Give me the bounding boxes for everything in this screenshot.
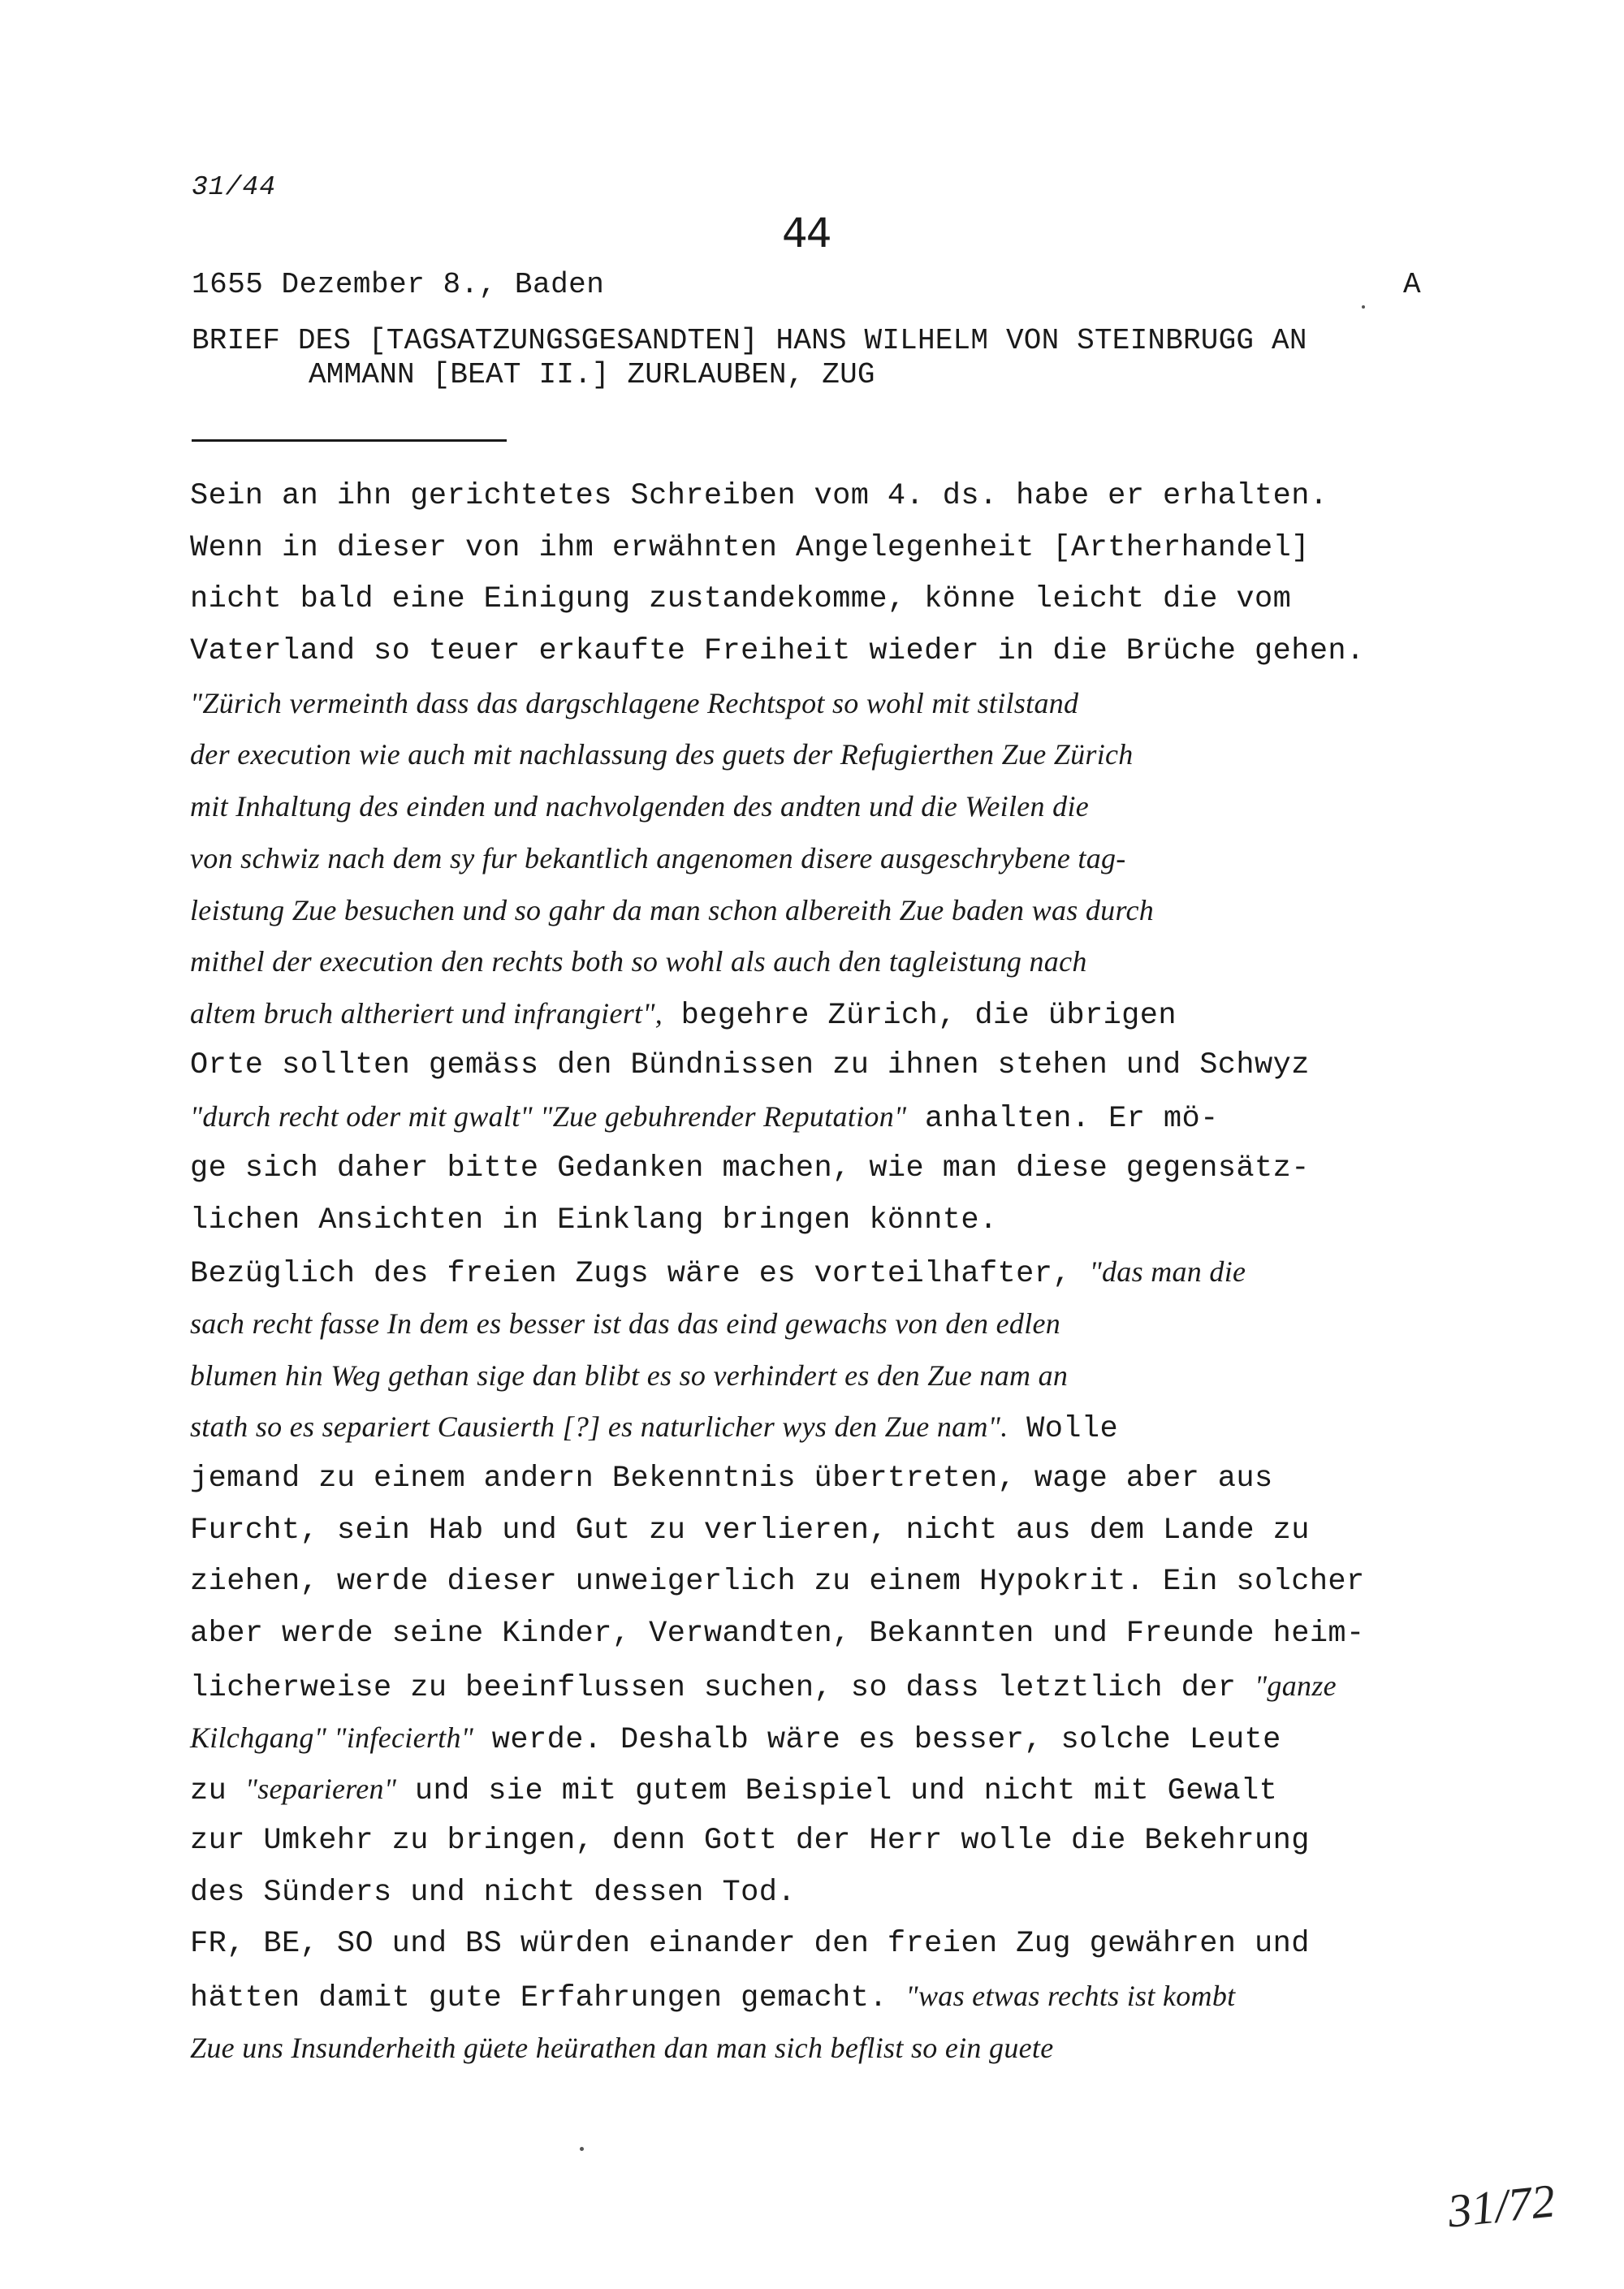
document-number: 44	[782, 209, 831, 257]
body-line	[190, 1868, 1473, 1920]
body-text: des Sünders und nicht dessen Tod.	[190, 1875, 796, 1910]
body-line	[190, 885, 1473, 937]
body-text: hätten damit gute Erfahrungen gemacht.	[190, 1980, 906, 2015]
body-text: und sie mit gutem Beispiel und nicht mit Gewalt	[396, 1774, 1278, 1809]
body-text: zur Umkehr zu bringen, denn Gott der Herr wolle die Bekehrung	[190, 1823, 1310, 1858]
body-line	[190, 1919, 1473, 1971]
body-text: Sein an ihn gerichtetes Schreiben vom 4. ds. habe er erhalten.	[190, 479, 1328, 513]
document-title	[192, 324, 1307, 392]
body-text: Wolle	[1008, 1412, 1119, 1447]
body-text: zu	[190, 1774, 245, 1809]
body-text: licherweise zu beeinflussen suchen, so dass letztlich der	[190, 1670, 1255, 1705]
body-text: nicht bald eine Einigung zustandekomme, könne leicht die vom	[190, 582, 1292, 617]
handwritten-page-mark: 31/72	[1445, 2174, 1558, 2238]
body-line	[190, 1350, 1473, 1402]
body-text: lichen Ansichten in Einklang bringen könnte.	[190, 1203, 998, 1237]
body-line	[190, 833, 1473, 885]
body-text: aber werde seine Kinder, Verwandten, Bekannten und Freunde heim-	[190, 1617, 1365, 1652]
title-line-2: AMMANN [BEAT II.] ZURLAUBEN, ZUG	[309, 358, 875, 391]
body-line	[190, 1505, 1473, 1557]
body-text: Bezüglich des freien Zugs wäre es vorteilhafter,	[190, 1257, 1090, 1292]
body-line	[190, 1143, 1473, 1195]
quoted-source-text: mit Inhaltung des einden und nachvolgenden des andten und die Weilen die	[190, 790, 1090, 823]
archive-reference: 31/44	[192, 172, 277, 202]
quoted-source-text: "ganze	[1255, 1669, 1337, 1702]
quoted-source-text: Kilchgang" "infecierth"	[190, 1721, 474, 1754]
document-type: A	[1403, 268, 1421, 301]
body-line	[190, 936, 1473, 988]
body-text: Orte sollten gemäss den Bündnissen zu ihnen stehen und Schwyz	[190, 1047, 1310, 1082]
body-text: jemand zu einem andern Bekenntnis übertreten, wage aber aus	[190, 1462, 1273, 1496]
body-text: Wenn in dieser von ihm erwähnten Angelegenheit [Artherhandel]	[190, 530, 1310, 565]
quoted-source-text: der execution wie auch mit nachlassung des guets der Refugierthen Zue Zürich	[190, 738, 1134, 771]
body-line	[190, 1661, 1473, 1712]
body-text: werde. Deshalb wäre es besser, solche Leute	[473, 1722, 1281, 1757]
body-line	[190, 471, 1473, 523]
quoted-source-text: "separieren"	[244, 1773, 397, 1806]
scan-speck	[1362, 305, 1365, 309]
body-text: anhalten. Er mö-	[906, 1102, 1219, 1137]
body-text: begehre Zürich, die übrigen	[663, 998, 1177, 1033]
body-line	[190, 1764, 1473, 1816]
body-line	[190, 678, 1473, 730]
body-line	[190, 1195, 1473, 1247]
body-line	[190, 1401, 1473, 1453]
scan-speck	[580, 2147, 584, 2151]
quoted-source-text: sach recht fasse In dem es besser ist das das eind gewachs von den edlen	[190, 1307, 1061, 1340]
body-line	[190, 1712, 1473, 1764]
regest-body	[190, 471, 1473, 2074]
title-divider	[192, 439, 507, 442]
body-line	[190, 574, 1473, 626]
body-text: Furcht, sein Hab und Gut zu verlieren, nicht aus dem Lande zu	[190, 1513, 1310, 1548]
body-line	[190, 1609, 1473, 1661]
body-line	[190, 1453, 1473, 1505]
body-line	[190, 781, 1473, 833]
body-text: Vaterland so teuer erkaufte Freiheit wieder in die Brüche gehen.	[190, 634, 1365, 669]
body-line	[190, 1971, 1473, 2023]
body-text: ge sich daher bitte Gedanken machen, wie man diese gegensätz-	[190, 1151, 1310, 1186]
quoted-source-text: leistung Zue besuchen und so gahr da man schon albereith Zue baden was durch	[190, 893, 1155, 926]
body-line	[190, 1246, 1473, 1298]
body-line	[190, 729, 1473, 781]
quoted-source-text: "Zürich vermeinth dass das dargschlagene Rechtspot so wohl mit stilstand	[190, 686, 1079, 719]
quoted-source-text: Zue uns Insunderheith güete heürathen dan man sich beflist so ein guete	[190, 2031, 1054, 2064]
body-text: FR, BE, SO und BS würden einander den freien Zug gewähren und	[190, 1927, 1310, 1962]
date-place: 1655 Dezember 8., Baden	[192, 268, 605, 301]
quoted-source-text: "was etwas rechts ist kombt	[905, 1979, 1236, 2012]
quoted-source-text: "durch recht oder mit gwalt" "Zue gebuhrender Reputation"	[190, 1100, 907, 1134]
body-line	[190, 1557, 1473, 1609]
title-line-1: BRIEF DES [TAGSATZUNGSGESANDTEN] HANS WILHELM VON STEINBRUGG AN	[192, 324, 1307, 357]
body-line	[190, 1040, 1473, 1092]
quoted-source-text: von schwiz nach dem sy fur bekantlich angenomen disere ausgeschrybene tag-	[190, 841, 1126, 875]
quoted-source-text: stath so es separiert Causierth [?] es naturlicher wys den Zue nam".	[190, 1410, 1009, 1444]
quoted-source-text: blumen hin Weg gethan sige dan blibt es so verhindert es den Zue nam an	[190, 1358, 1069, 1392]
body-text: ziehen, werde dieser unweigerlich zu einem Hypokrit. Ein solcher	[190, 1565, 1365, 1600]
quoted-source-text: altem bruch altheriert und infrangiert",	[190, 996, 663, 1030]
quoted-source-text: mithel der execution den rechts both so wohl als auch den tagleistung nach	[190, 945, 1087, 978]
body-line	[190, 1298, 1473, 1350]
body-line	[190, 2023, 1473, 2075]
body-line	[190, 523, 1473, 575]
body-line	[190, 626, 1473, 678]
quoted-source-text: "das man die	[1089, 1255, 1246, 1289]
body-line	[190, 988, 1473, 1040]
body-line	[190, 1816, 1473, 1868]
body-line	[190, 1091, 1473, 1143]
